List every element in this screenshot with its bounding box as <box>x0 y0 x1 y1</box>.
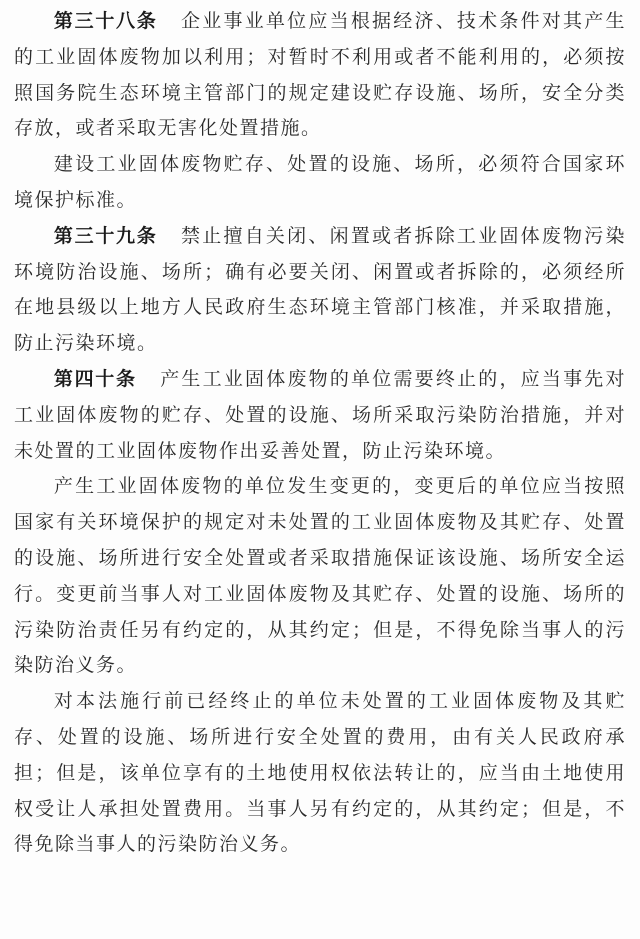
paragraph-article-38-clause-2 <box>14 147 626 219</box>
paragraph-article-39 <box>14 219 626 362</box>
paragraph-text: 对本法施行前已经终止的单位未处置的工业固体废物及其贮存、处置的设施、场所进行安全处置的费用，由有关人民政府承担；但是，该单位享有的土地使用权依法转让的，应当由土地使用权受让人承担处置费用。当事人另有约定的，从其约定；但是，不得免除当事人的污染防治义务。 <box>14 690 626 856</box>
paragraph-text: 产生工业固体废物的单位需要终止的，应当事先对工业固体废物的贮存、处置的设施、场所采取污染防治措施，并对未处置的工业固体废物作出妥善处置，防止污染环境。 <box>14 367 626 462</box>
paragraph-text: 产生工业固体废物的单位发生变更的，变更后的单位应当按照国家有关环境保护的规定对未处置的工业固体废物及其贮存、处置的设施、场所进行安全处置或者采取措施保证该设施、场所安全运行。变更前当事人对工业固体废物及其贮存、处置的设施、场所的污染防治责任另有约定的，从其约定；但是，不得免除当事人的污染防治义务。 <box>14 475 626 677</box>
paragraph-text: 建设工业固体废物贮存、处置的设施、场所，必须符合国家环境保护标准。 <box>14 153 626 211</box>
paragraph-article-40 <box>14 362 626 469</box>
article-heading-40: 第四十条 <box>53 367 137 390</box>
paragraph-text: 禁止擅自关闭、闲置或者拆除工业固体废物污染环境防治设施、场所；确有必要关闭、闲置或者拆除的，必须经所在地县级以上地方人民政府生态环境主管部门核准，并采取措施，防止污染环境。 <box>14 224 626 355</box>
paragraph-article-40-clause-2 <box>14 469 626 684</box>
paragraph-article-40-clause-3 <box>14 684 626 863</box>
article-heading-39: 第三十九条 <box>53 224 158 247</box>
article-heading-38: 第三十八条 <box>53 10 158 32</box>
paragraph-text: 企业事业单位应当根据经济、技术条件对其产生的工业固体废物加以利用；对暂时不利用或者不能利用的，必须按照国务院生态环境主管部门的规定建设贮存设施、场所，安全分类存放，或者采取无害化处置措施。 <box>14 10 626 140</box>
paragraph-article-38 <box>14 4 626 147</box>
